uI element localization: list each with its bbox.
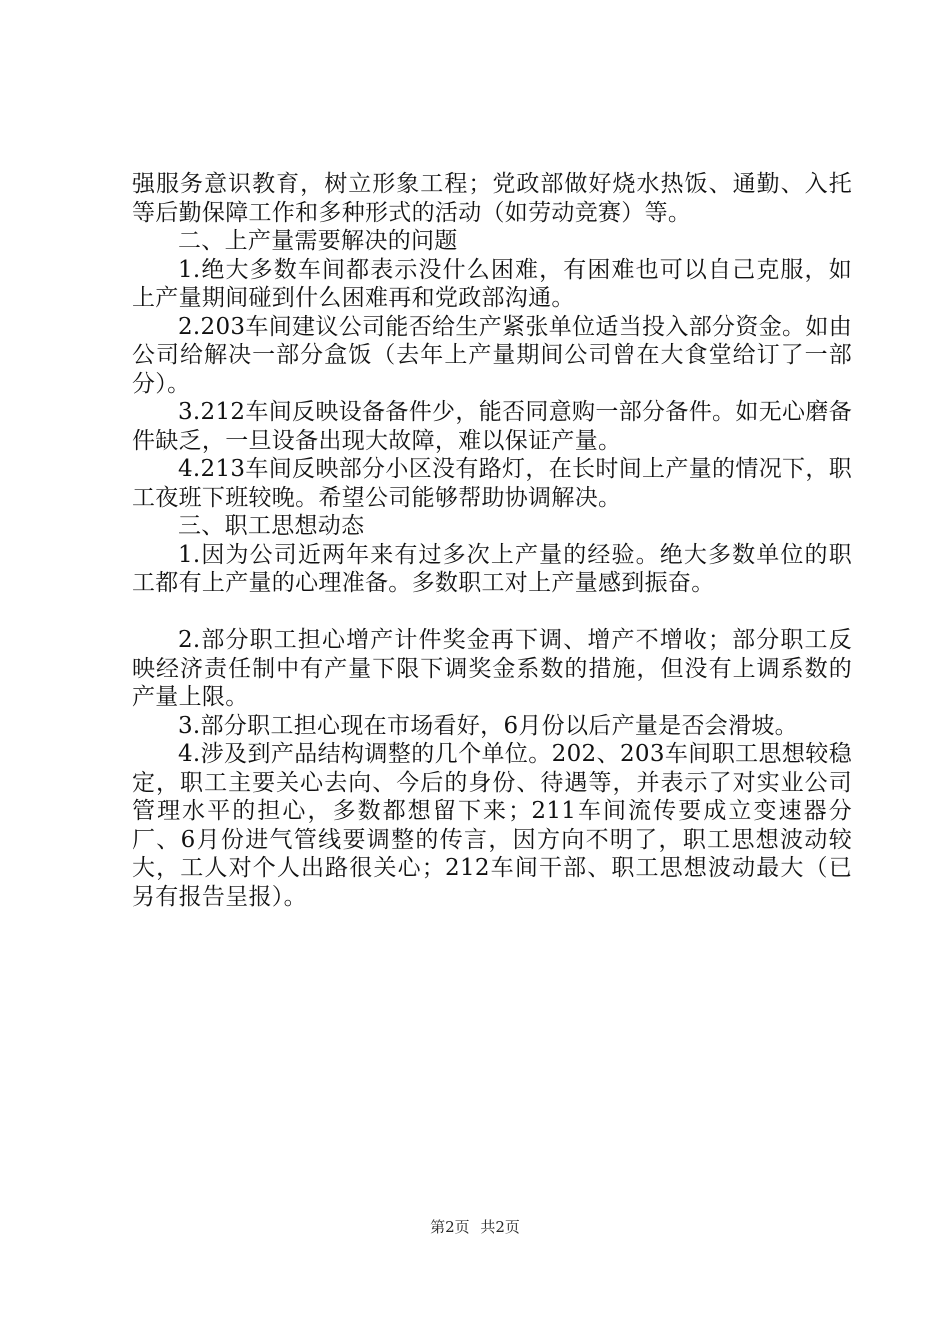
paragraph-thought-3: 3.部分职工担心现在市场看好，6月份以后产量是否会滑坡。 bbox=[178, 712, 798, 739]
document-body bbox=[132, 170, 852, 911]
section-heading-thoughts: 三、职工思想动态 bbox=[178, 513, 365, 539]
paragraph-continuation: 强服务意识教育，树立形象工程；党政部做好烧水热饭、通勤、入托等后勤保障工作和多种形式的活动（如劳动竞赛）等。 bbox=[132, 171, 852, 226]
paragraph-problem-1: 1.绝大多数车间都表示没什么困难，有困难也可以自己克服，如上产量期间碰到什么困难再和党政部沟通。 bbox=[132, 256, 852, 311]
page-number: 第2页 bbox=[430, 1218, 470, 1236]
page-total: 共2页 bbox=[480, 1218, 520, 1236]
section-heading-problems: 二、上产量需要解决的问题 bbox=[178, 228, 458, 254]
paragraph-problem-4: 4.213车间反映部分小区没有路灯，在长时间上产量的情况下，职工夜班下班较晚。希望公司能够帮助协调解决。 bbox=[132, 456, 852, 511]
paragraph-thought-2: 2.部分职工担心增产计件奖金再下调、增产不增收；部分职工反映经济责任制中有产量下限下调奖金系数的措施，但没有上调系数的产量上限。 bbox=[132, 627, 852, 710]
paragraph-thought-4: 4.涉及到产品结构调整的几个单位。202、203车间职工思想较稳定，职工主要关心去向、今后的身份、待遇等，并表示了对实业公司管理水平的担心，多数都想留下来；211车间流传要成立变速器分厂、6月份进气管线要调整的传言，因方向不明了，职工思想波动较大，工人对个人出路很关心；212车间干部、职工思想波动最大（已另有报告呈报）。 bbox=[132, 741, 852, 910]
paragraph-problem-2: 2.203车间建议公司能否给生产紧张单位适当投入部分资金。如由公司给解决一部分盒饭（去年上产量期间公司曾在大食堂给订了一部分）。 bbox=[132, 313, 852, 397]
paragraph-thought-1: 1.因为公司近两年来有过多次上产量的经验。绝大多数单位的职工都有上产量的心理准备。多数职工对上产量感到振奋。 bbox=[132, 541, 852, 596]
paragraph-problem-3: 3.212车间反映设备备件少，能否同意购一部分备件。如无心磨备件缺乏，一旦设备出现大故障，难以保证产量。 bbox=[132, 399, 852, 454]
page-footer bbox=[0, 1216, 950, 1237]
